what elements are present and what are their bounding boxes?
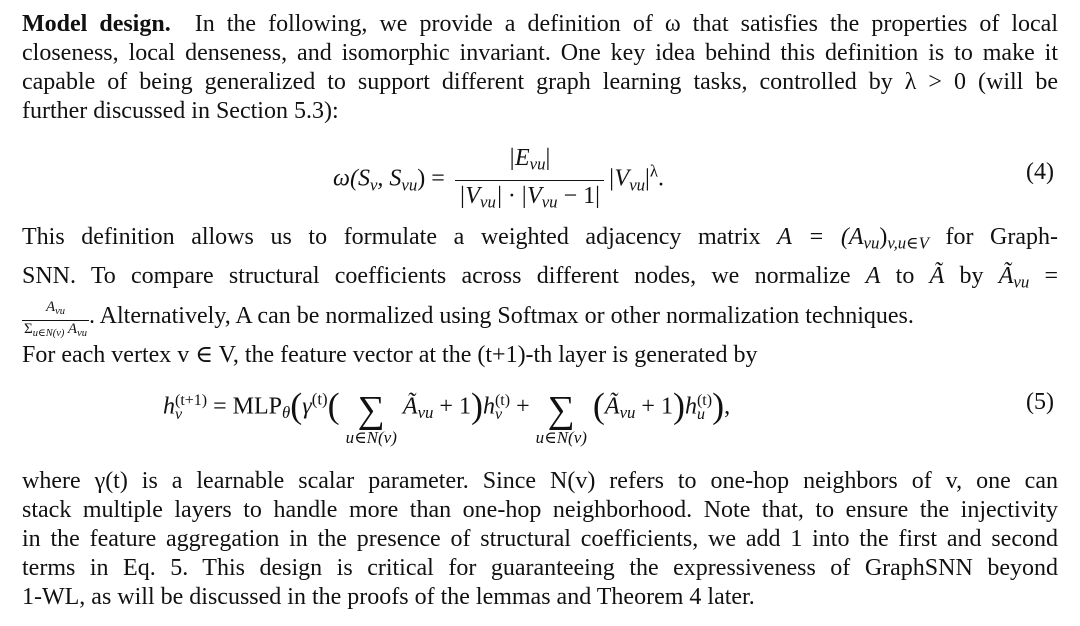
eq4-denominator: $|V_{vu}| \cdot |V_{vu} - 1|$ bbox=[458, 182, 600, 212]
section-heading: Model design. bbox=[22, 11, 171, 37]
eq4-fraction bbox=[455, 143, 604, 217]
para1-line1: Model design. In the following, we provide a definition of ω that satisfies the properties of local bbox=[22, 11, 1058, 37]
sum-1: ∑ u∈N(v) bbox=[345, 389, 397, 447]
para3-line4: terms in Eq. 5. This design is critical for guaranteeing the expressiveness of GraphSNN beyond bbox=[22, 555, 1058, 581]
mlp-label: MLP bbox=[232, 393, 283, 420]
para2-line1: This definition allows us to formulate a weighted adjacency matrix $A = (A_{vu})_{v,u\in V}$ for Graph- bbox=[22, 224, 1059, 253]
normalization-fraction: $\frac{A_{vu}}{\Sigma_{u\in N(v)} A_{vu}}$ bbox=[24, 299, 87, 340]
para2-line3: $\frac{A_{vu}}{\Sigma_{u\in N(v)} A_{vu}}$ . Alternatively, A can be normalized using Softmax or other normalization techniques. bbox=[22, 298, 1058, 342]
equation-5: h (t+1) v = $MLP_\theta(\gamma^{(t)}$( ∑ u∈N(v) $Ã_{vu} + 1)h$ (t) v + ∑ u∈N(v) $(Ã_{vu} + 1)h$ (t) u ), (5) bbox=[163, 385, 1054, 447]
para2-line2: SNN. To compare structural coefficients across different nodes, we normalize A to Ã by $Ã_{vu}$ = bbox=[22, 262, 1058, 292]
para3-line2: stack multiple layers to handle more than one-hop neighborhood. Note that, to ensure the injectivity bbox=[22, 497, 1058, 523]
para3-line5: 1-WL, as will be discussed in the proofs of the lemmas and Theorem 4 later. bbox=[22, 584, 755, 610]
equation-number-4: (4) bbox=[1026, 159, 1054, 185]
discussion-paragraph bbox=[22, 467, 1058, 612]
para2-line4: For each vertex v ∈ V, the feature vector at the (t+1)-th layer is generated by bbox=[22, 342, 758, 369]
model-design-paragraph bbox=[22, 10, 1058, 126]
equation-4: $\omega(S_v$, $S_{vu}$) = $\frac{|E_{vu}|}{|V_{vu}| \cdot |V_{vu} - 1|}$ $|V_{vu}|^\lambda$. (4) bbox=[0, 143, 1080, 205]
adjacency-paragraph bbox=[22, 221, 1058, 368]
sum-2: ∑ u∈N(v) bbox=[535, 389, 587, 447]
para1-line4: further discussed in Section 5.3): bbox=[22, 98, 339, 124]
para3-line1: where γ(t) is a learnable scalar parameter. Since N(v) refers to one-hop neighbors of v, one can bbox=[22, 468, 1058, 494]
equation-number-5: (5) bbox=[1026, 389, 1054, 415]
para3-line3: in the feature aggregation in the presence of structural coefficients, we add 1 into the first and second bbox=[22, 526, 1058, 552]
eq4-numerator: $|E_{vu}|$ bbox=[455, 143, 604, 181]
para1-line3: capable of being generalized to support different graph learning tasks, controlled by λ > 0 (will be bbox=[22, 69, 1058, 95]
para1-line2: closeness, local denseness, and isomorphic invariant. One key idea behind this definition is to make it bbox=[22, 40, 1058, 66]
